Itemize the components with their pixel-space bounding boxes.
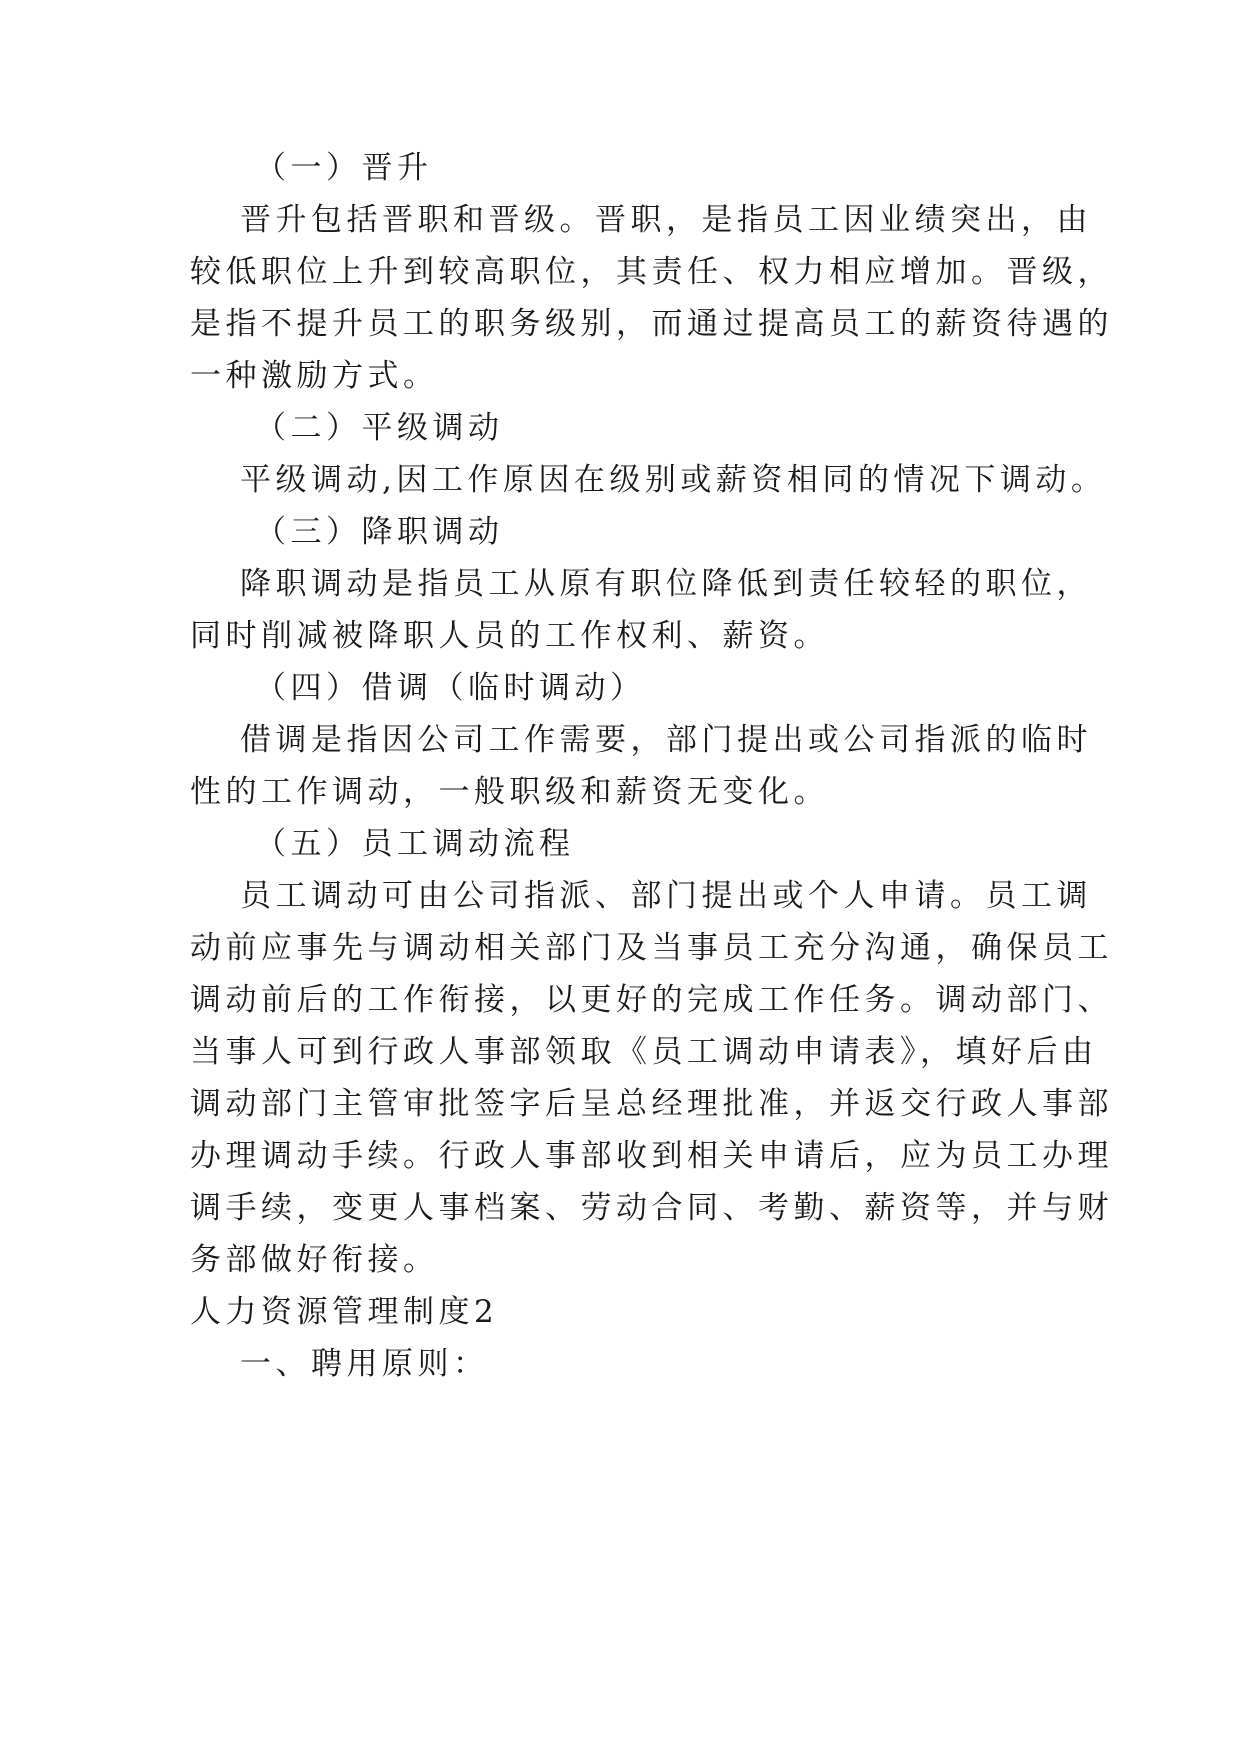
paragraph-line: 平级调动,因工作原因在级别或薪资相同的情况下调动。 xyxy=(240,462,1107,498)
section-heading-transfer-process: （五）员工调动流程 xyxy=(255,826,575,862)
paragraph-line: 务部做好衔接。 xyxy=(190,1242,439,1278)
paragraph-line: 办理调动手续。行政人事部收到相关申请后，应为员工办理 xyxy=(190,1138,1113,1174)
paragraph-line: 性的工作调动，一般职级和薪资无变化。 xyxy=(190,774,829,810)
section-heading-secondment: （四）借调（临时调动） xyxy=(255,670,646,706)
paragraph-line: 是指不提升员工的职务级别，而通过提高员工的薪资待遇的 xyxy=(190,306,1113,342)
paragraph-line: 同时削减被降职人员的工作权利、薪资。 xyxy=(190,618,829,654)
paragraph-line: 一种激励方式。 xyxy=(190,358,439,394)
paragraph-line: 调动部门主管审批签字后呈总经理批准，并返交行政人事部 xyxy=(190,1086,1113,1122)
paragraph-line: 较低职位上升到较高职位，其责任、权力相应增加。晋级， xyxy=(190,254,1113,290)
paragraph-line: 晋升包括晋职和晋级。晋职，是指员工因业绩突出，由 xyxy=(240,202,1092,238)
paragraph-line: 调手续，变更人事档案、劳动合同、考勤、薪资等，并与财 xyxy=(190,1190,1113,1226)
paragraph-line: 调动前后的工作衔接，以更好的完成工作任务。调动部门、 xyxy=(190,982,1113,1018)
section-heading-demotion: （三）降职调动 xyxy=(255,514,504,550)
section-heading-promotion: （一）晋升 xyxy=(255,150,433,186)
paragraph-line: 借调是指因公司工作需要，部门提出或公司指派的临时 xyxy=(240,722,1092,758)
paragraph-line: 动前应事先与调动相关部门及当事员工充分沟通，确保员工 xyxy=(190,930,1113,966)
section-heading-lateral-transfer: （二）平级调动 xyxy=(255,410,504,446)
paragraph-line: 员工调动可由公司指派、部门提出或个人申请。员工调 xyxy=(240,878,1092,914)
section-heading-hiring-principles: 一、聘用原则： xyxy=(240,1346,489,1382)
paragraph-line: 降职调动是指员工从原有职位降低到责任较轻的职位， xyxy=(240,566,1092,602)
paragraph-line: 当事人可到行政人事部领取《员工调动申请表》，填好后由 xyxy=(190,1034,1098,1070)
document-title: 人力资源管理制度2 xyxy=(190,1294,499,1330)
